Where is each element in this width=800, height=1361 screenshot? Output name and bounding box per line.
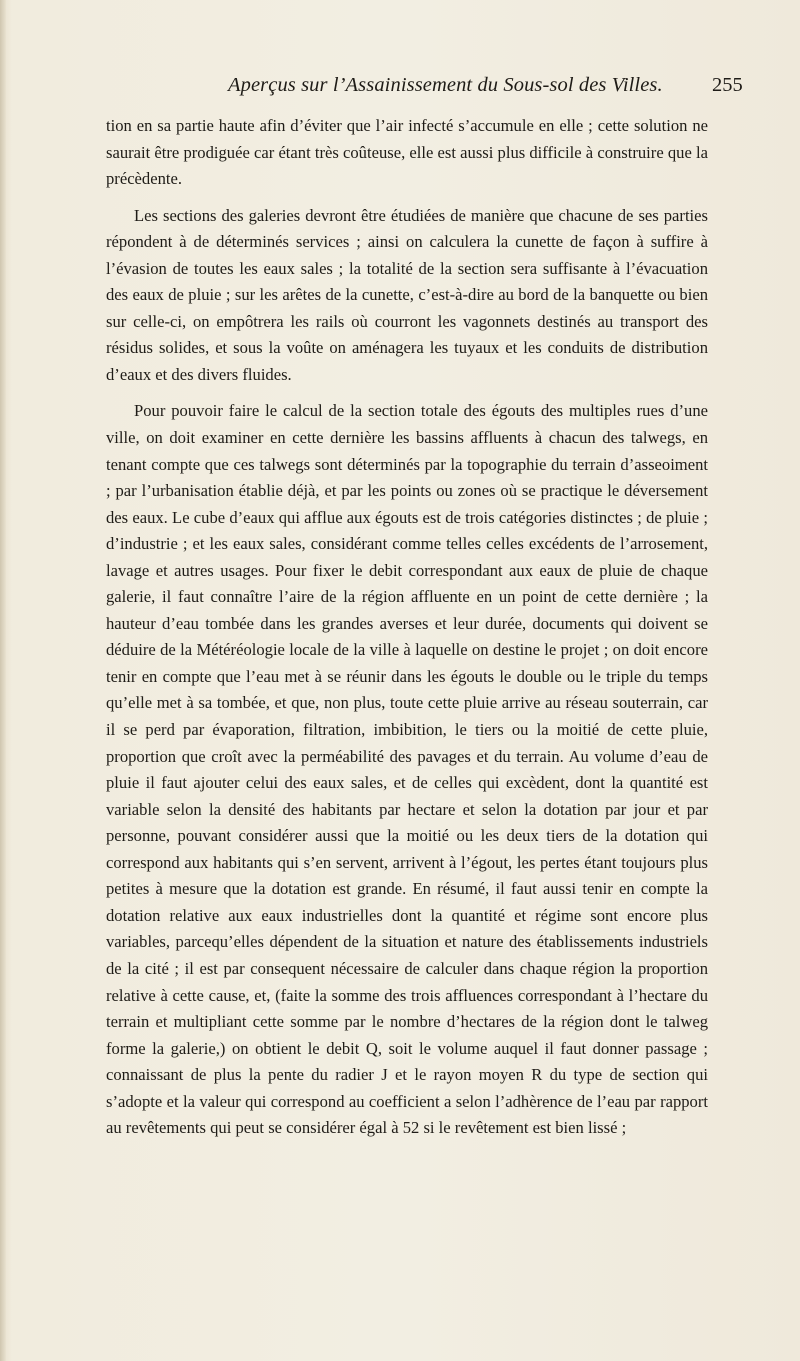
page-spine-shadow (0, 0, 6, 1361)
paragraph-continuation: tion en sa partie haute afin d’éviter que l’air infecté s’accumule en elle ; cette solution ne saurait être prodiguée car étant très coûteuse, elle est aussi plus difficile à construire que la précèdente. (106, 116, 708, 189)
body-text (106, 113, 708, 1142)
paragraph-galeries: Les sections des galeries devront être étudiées de manière que chacune de ses parties répondent à de déterminés services ; ainsi on calculera la cunette de façon à suffire à l’évasion de toutes les eaux sales ; la totalité de la section sera suffisante à l’évacuation des eaux de pluie ; sur les arêtes de la cunette, c’est-à-dire au bord de la banquette ou bien sur celle-ci, on empôtrera les rails où courront les vagonnets destinés au transport des résidus solides, et sous la voûte on aménagera les tuyaux et les conduits de distribution d’eaux et des divers fluides. (106, 205, 708, 384)
paragraph-calcul-section: Pour pouvoir faire le calcul de la section totale des égouts des multiples rues d’une ville, on doit examiner en cette dernière les bassins affluents à chacun des talwegs, en tenant compte que ces talwegs sont déterminés par la topographie du terrain d’asseoiment ; par l’urbanisation établie déjà, et par les points ou zones où se practique le déversement des eaux. Le cube d’eaux qui afflue aux égouts est de trois catégories distinctes ; de pluie ; d’industrie ; et les eaux sales, considérant comme telles celles excédents de l’arrosement, lavage et autres usages. Pour fixer le debit correspondant aux eaux de pluie de chaque galerie, il faut connaître l’aire de la région affluente en un point de cette dernière ; la hauteur d’eau tombée dans les grandes averses et leur durée, documents qui doivent se déduire de la Météréologie locale de la ville à laquelle on destine le projet ; on doit encore tenir en compte que l’eau met à se réunir dans les égouts le double ou le triple du temps qu’elle met à sa tombée, et que, non plus, toute cette pluie arrive au réseau souterrain, car il se perd par évaporation, filtration, imbibition, le tiers ou la moitié de cette pluie, proportion que croît avec la perméabilité des pavages et du terrain. Au volume d’eau de pluie il faut ajouter celui des eaux sales, et de celles qui excèdent, dont la quantité est variable selon la densité des habitants par hectare et selon la dotation par jour et par personne, pouvant considérer aussi que la moitié ou les deux tiers de la dotation qui correspond aux habitants qui s’en servent, arrivent à l’égout, les pertes étant toujours plus petites à mesure que la dotation est grande. En résumé, il faut aussi tenir en compte la dotation relative aux eaux industrielles dont la quantité et régime sont encore plus variables, parcequ’elles dépendent de la situation et nature des établissements industriels de la cité ; il est par consequent nécessaire de calculer dans chaque région la proportion relative à cette cause, et, (faite la somme des trois affluences correspondant à l’hectare du terrain et multipliant cette somme par le nombre d’hectares de la région dont le talweg forme la galerie,) on obtient le debit Q, soit le volume auquel il faut donner passage ; connaissant de plus la pente du radier J et le rayon moyen R du type de section qui s’adopte et la valeur qui correspond au coefficient a selon l’adhèrence de l’eau par rapport au revêtements qui peut se considérer égal à 52 si le revêtement est bien lissé ; (106, 401, 708, 1138)
running-head (0, 74, 800, 104)
page-number: 255 (712, 74, 743, 96)
running-title: Aperçus sur l’Assainissement du Sous-sol des Villes. (228, 74, 663, 96)
